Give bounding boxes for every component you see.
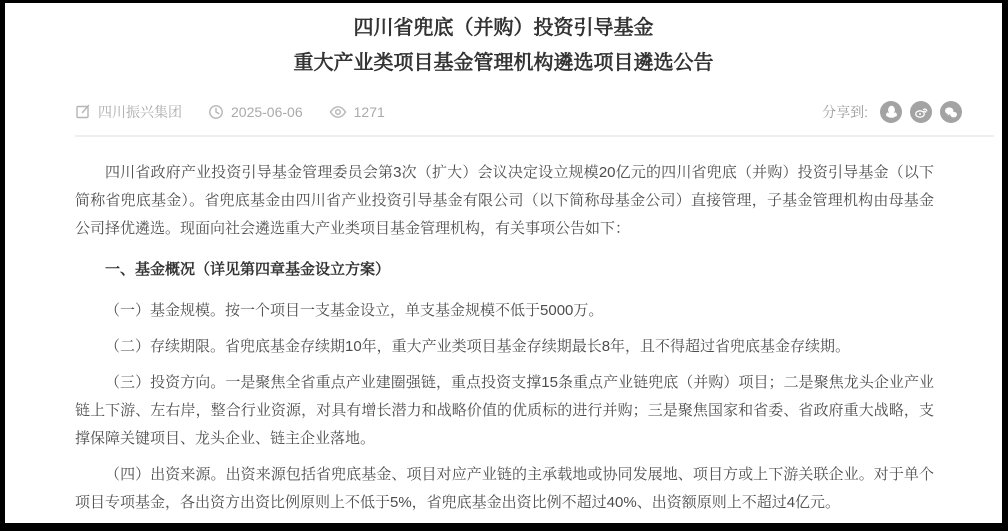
meta-views-count: 1271	[353, 104, 385, 120]
meta-info	[75, 102, 385, 122]
section-1-heading: 一、基金概况（详见第四章基金设立方案）	[105, 261, 391, 278]
item-3-investment-direction: （三）投资方向。一是聚焦全省重点产业建圈强链，重点投资支撑15条重点产业链兜底（并购）项目；二是聚焦龙头企业产业链上下游、左右岸，整合行业资源，对具有增长潜力和战略价值的优质标的进行并购；三是聚焦国家和省委、省政府重大战略，支撑保障关键项目、龙头企业、链主企业落地。	[75, 374, 934, 447]
item-2-duration: （二）存续期限。省兜底基金存续期10年，重大产业类项目基金存续期最长8年，且不得超过省兜底基金存续期。	[105, 338, 851, 355]
meta-source-label: 四川振兴集团	[98, 104, 182, 120]
intro-paragraph: 四川省政府产业投资引导基金管理委员会第3次（扩大）会议决定设立规模20亿元的四川省兜底（并购）投资引导基金（以下简称省兜底基金）。省兜底基金由四川省产业投资引导基金有限公司（以下简称母基金公司）直接管理，子基金管理机构由母基金公司择优遴选。现面向社会遴选重大产业类项目基金管理机构，有关事项公告如下：	[75, 164, 934, 237]
eye-icon	[329, 105, 347, 119]
wechat-share-icon[interactable]	[940, 101, 962, 123]
item-4-funding-source: （四）出资来源。出资来源包括省兜底基金、项目对应产业链的主承载地或协同发展地、项目方或上下游关联企业。对于单个项目专项基金，各出资方出资比例原则上不低于5%，省兜底基金出资比例不超过40%、出资额原则上不超过4亿元。	[75, 466, 934, 511]
page-title-line-1: 四川省兜底（并购）投资引导基金	[353, 17, 654, 39]
clock-icon	[208, 104, 224, 120]
page-title-line-2: 重大产业类项目基金管理机构遴选项目遴选公告	[293, 52, 714, 74]
page-title	[5, 11, 1002, 81]
article-page	[5, 3, 1002, 523]
meta-date	[208, 104, 303, 120]
meta-row	[75, 101, 962, 123]
article-body	[5, 137, 1002, 517]
meta-date-value: 2025-06-06	[231, 104, 303, 120]
document-icon	[75, 104, 91, 120]
meta-source	[75, 102, 182, 122]
share-bar	[822, 101, 962, 123]
meta-views	[329, 104, 385, 120]
weibo-share-icon[interactable]	[910, 101, 932, 123]
item-1-fund-scale: （一）基金规模。按一个项目一支基金设立，单支基金规模不低于5000万。	[105, 302, 604, 319]
qq-share-icon[interactable]	[880, 101, 902, 123]
share-label: 分享到:	[822, 104, 868, 120]
